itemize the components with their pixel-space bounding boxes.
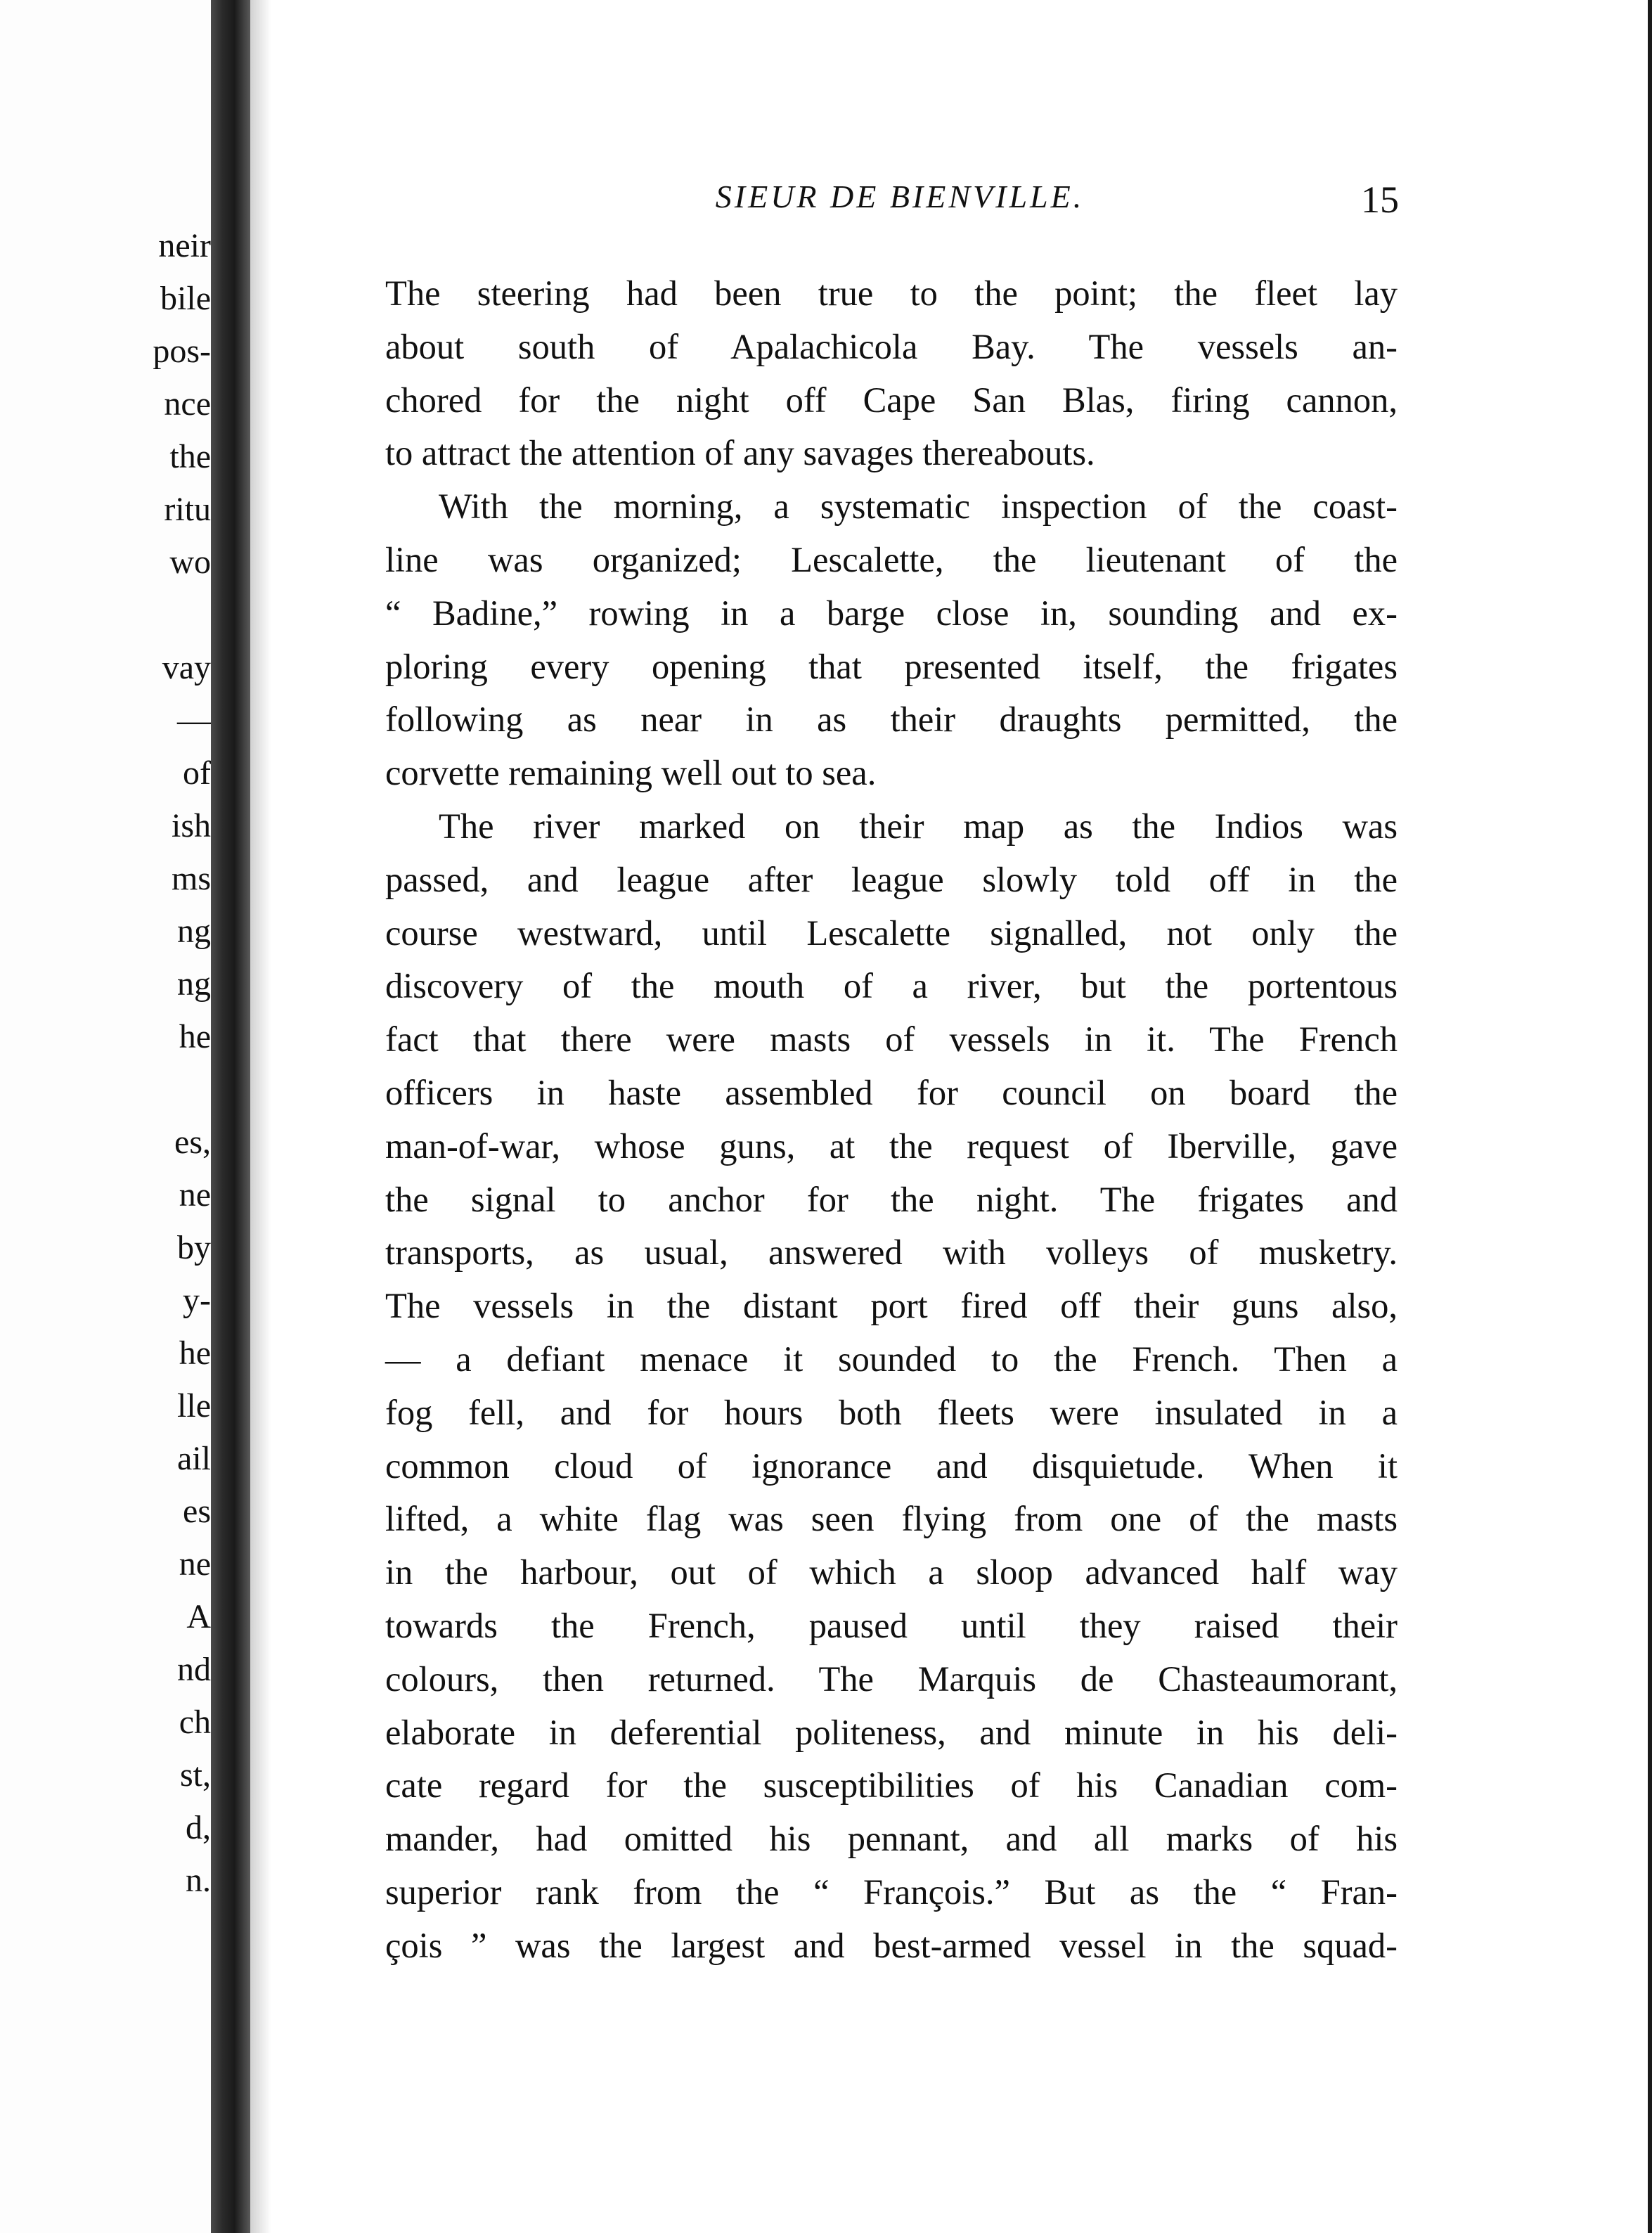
text-line: to attract the attention of any savages thereabouts.: [385, 433, 1095, 473]
paragraph: [385, 267, 1398, 480]
left-page-line: bile: [160, 280, 211, 317]
text-line: line was organized; Lescalette, the lieutenant of the: [385, 539, 1398, 579]
left-page-line: ail: [177, 1440, 211, 1477]
facing-page-fragment: [0, 0, 211, 2233]
left-page-line: A: [186, 1598, 211, 1635]
left-page-line: ritu: [164, 491, 211, 528]
text-line: common cloud of ignorance and disquietude. When it: [385, 1446, 1398, 1486]
book-gutter: [211, 0, 250, 2233]
left-page-line: ish: [171, 807, 211, 844]
text-line: superior rank from the “ François.” But as the “ Fran-: [385, 1872, 1398, 1912]
paragraph: [385, 800, 1398, 1973]
text-line: course westward, until Lescalette signalled, not only the: [385, 913, 1398, 953]
text-line: corvette remaining well out to sea.: [385, 753, 877, 793]
left-page-line: es: [183, 1493, 211, 1530]
left-page-line: he: [179, 1018, 211, 1055]
left-page-line: vay: [162, 649, 211, 686]
text-line: çois ” was the largest and best-armed vessel in the squad-: [385, 1925, 1398, 1965]
left-page-line: d,: [186, 1809, 211, 1846]
left-page-line: es,: [174, 1124, 211, 1161]
left-page-line: nd: [177, 1651, 211, 1688]
text-line: discovery of the mouth of a river, but the portentous: [385, 966, 1398, 1006]
text-line: transports, as usual, answered with volleys of musketry.: [385, 1233, 1398, 1273]
left-page-line: by: [177, 1229, 211, 1266]
text-line: cate regard for the susceptibilities of his Canadian com-: [385, 1765, 1398, 1806]
text-line: elaborate in deferential politeness, and minute in his deli-: [385, 1712, 1398, 1752]
text-line: officers in haste assembled for council on board the: [385, 1072, 1398, 1112]
left-page-line: ne: [179, 1545, 211, 1583]
text-line: The vessels in the distant port fired off their guns also,: [385, 1286, 1398, 1326]
text-line: in the harbour, out of which a sloop advanced half way: [385, 1552, 1398, 1592]
text-line: chored for the night off Cape San Blas, firing cannon,: [385, 380, 1398, 420]
left-page-line: nce: [164, 385, 211, 423]
page-edge: [1648, 0, 1652, 2233]
left-page-line: ng: [177, 913, 211, 950]
text-line: following as near in as their draughts permitted, the: [385, 700, 1398, 740]
left-page-line: y-: [183, 1282, 211, 1319]
text-line: towards the French, paused until they raised their: [385, 1605, 1398, 1645]
left-page-line: st,: [179, 1756, 211, 1794]
text-line: fact that there were masts of vessels in it. The French: [385, 1019, 1398, 1060]
text-line: “ Badine,” rowing in a barge close in, sounding and ex-: [385, 593, 1398, 633]
body-text: [385, 267, 1398, 1973]
left-page-line: pos-: [153, 333, 211, 370]
text-line: The steering had been true to the point; the fleet lay: [385, 274, 1398, 313]
page-number: 15: [1361, 179, 1399, 221]
text-line: — a defiant menace it sounded to the French. Then a: [385, 1339, 1398, 1379]
left-page-line: n.: [186, 1862, 211, 1899]
left-page-line: ms: [171, 860, 211, 897]
left-page-line: he: [179, 1334, 211, 1372]
paragraph: [385, 480, 1398, 800]
text-line: colours, then returned. The Marquis de Chasteaumorant,: [385, 1659, 1398, 1699]
text-line: ploring every opening that presented itself, the frigates: [385, 646, 1398, 686]
text-line: mander, had omitted his pennant, and all marks of his: [385, 1819, 1398, 1859]
text-line: fog fell, and for hours both fleets were insulated in a: [385, 1392, 1398, 1432]
left-page-line: lle: [177, 1387, 211, 1424]
gutter-shadow: [250, 0, 271, 2233]
left-page-line: of: [183, 754, 211, 792]
text-line: about south of Apalachicola Bay. The vessels an-: [385, 326, 1398, 366]
text-line: the signal to anchor for the night. The frigates and: [385, 1179, 1398, 1219]
left-page-line: ch: [179, 1704, 211, 1741]
left-page-line: neir: [158, 227, 211, 264]
running-head: SIEUR DE BIENVILLE.: [715, 179, 1085, 214]
text-line: The river marked on their map as the Indios was: [439, 806, 1398, 846]
text-line: man-of-war, whose guns, at the request of Iberville, gave: [385, 1126, 1398, 1166]
left-page-line: wo: [169, 543, 211, 581]
text-line: With the morning, a systematic inspection of the coast-: [439, 487, 1398, 527]
text-line: lifted, a white flag was seen flying from one of the masts: [385, 1499, 1398, 1539]
left-page-line: ne: [179, 1176, 211, 1214]
left-page-line: the: [169, 438, 211, 475]
text-line: passed, and league after league slowly told off in the: [385, 859, 1398, 899]
left-page-line: —: [177, 702, 211, 739]
left-page-line: ng: [177, 965, 211, 1003]
